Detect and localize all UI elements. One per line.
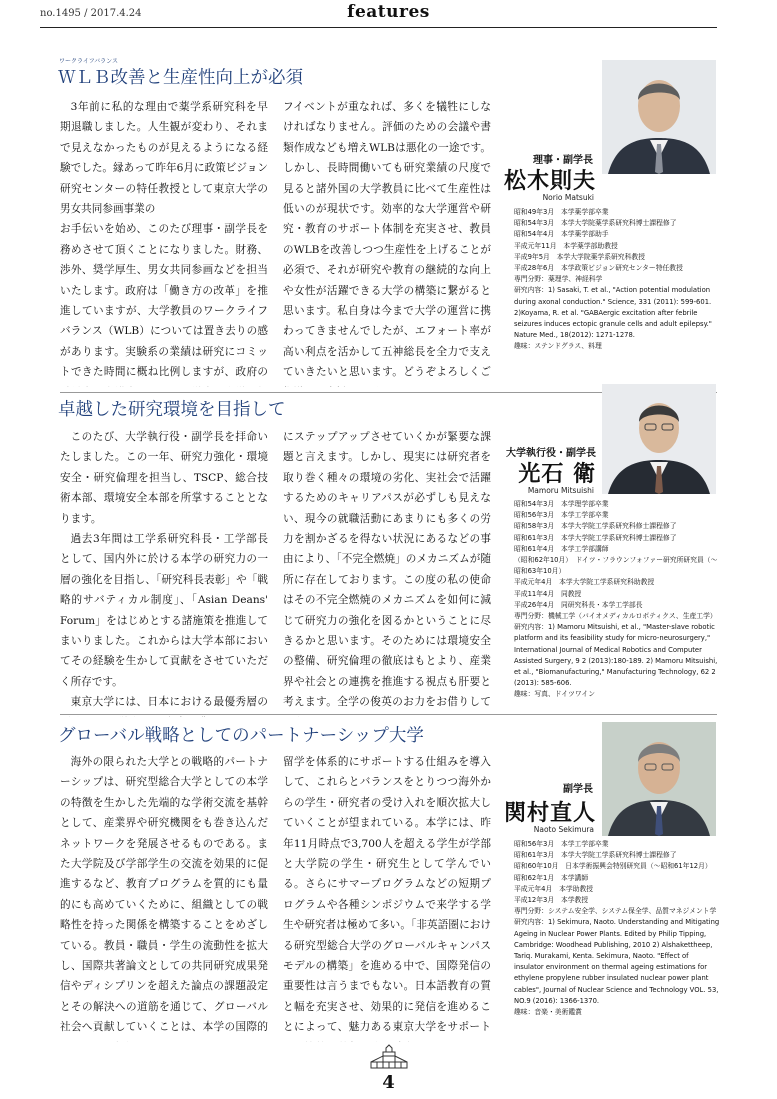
section3-column-1 bbox=[60, 752, 268, 1042]
paragraph: 3年前に私的な理由で薬学系研究科を早期退職しました。人生観が変わり、それまで見えなかったものが見えるようになる経験でした。縁あって昨年6月に政策ビジョン研究センターの特任教授として東京大学の男女共同参画事業の bbox=[60, 101, 268, 216]
bio-line: 平成元年4月 本学大学院工学系研究科助教授 bbox=[514, 578, 655, 587]
bio-line: 趣味：写真、ドイツワイン bbox=[514, 690, 596, 699]
bio-line: 専門分野：機械工学（バイオメディカルロボティクス、生産工学） bbox=[514, 612, 717, 621]
bio-line: 平成26年4月 同研究科長・本学工学部長 bbox=[514, 600, 643, 609]
title-ruby: ワークライフバランス bbox=[59, 58, 118, 65]
paragraph: 留学を体系的にサポートする仕組みを導入して、これらとバランスをとりつつ海外からの学生・研究者の受け入れを順次拡大していくことが望まれている。本学には、昨年11月時点で3,700人を超える学生が学部と大学院の学生・研究生として学んでいる。さらにサマープログラムなどの短期プログラムや各種シンポジウムで来学する学生や研究者は極めて多い。「非英語圏における研究型総合大学のグローバルキャンパスモデルの構築」を進める中で、国際発信の重要性は言うまでもない。日本語教育の質と幅を充実させ、効果的に発信を進めることによって、魅力ある東京大学をサポート bbox=[283, 756, 491, 1034]
bio-line: 平成元年4月 本学助教授 bbox=[514, 884, 594, 893]
paragraph: フイベントが重なれば、多くを犠牲にしなければなりません。評価のための会議や書類作成なども増えWLBは悪化の一途です。しかし、長時間働いても研究業績の尺度で見ると諸外国の大学教員に比べて生産性は低いのが現状です。効率的な大学運営や研究・教育のサポート体制を充実させ、教員のWLBを改善しつつ生産性を上げることが必須で、それが研究や教育の継続的な向上や女性が活躍できる大学の構築に繋がると思います。私自身は今まで大学の運営に携わってきませんでしたが、エフォート率が高い利点を活かして五神総長を全力で支えていきたいと思います。どうぞよろしくご bbox=[283, 101, 491, 379]
paragraph: このたび、大学執行役・副学長を拝命いたしました。この一年、研究力強化・環境安全・研究倫理を担当し、TSCP、総合技術本部、環境安全本部を所掌することとなります。 bbox=[60, 431, 268, 525]
person-bio bbox=[514, 839, 720, 1018]
portrait-photo-sekimura bbox=[602, 722, 716, 836]
bio-line: 昭和54年3月 本学理学部卒業 bbox=[514, 500, 609, 508]
bio-line: 昭和60年10月 日本学術振興会特別研究員（～昭和61年12月） bbox=[514, 862, 712, 871]
bio-line: 昭和54年4月 本学薬学部助手 bbox=[514, 230, 609, 239]
person-name: 関村直人 bbox=[503, 800, 596, 826]
bio-line: 平成9年5月 本学大学院薬学系研究科教授 bbox=[514, 252, 645, 261]
section1-column-2 bbox=[283, 97, 491, 387]
bio-line: 昭和61年3月 本学大学院工学系研究科博士課程修了 bbox=[514, 851, 677, 860]
person-role: 副学長 bbox=[563, 784, 593, 795]
portrait-photo-mitsuishi bbox=[602, 384, 716, 494]
person-bio bbox=[514, 207, 720, 353]
section-title-wlb: ＷＬＢ改善と生産性向上が必須 bbox=[58, 68, 303, 88]
section-title-research: 卓越した研究環境を目指して bbox=[58, 400, 286, 420]
person-romaji: Mamoru Mitsuishi bbox=[527, 486, 594, 495]
bio-line: 昭和49年3月 本学薬学部卒業 bbox=[514, 208, 609, 216]
bio-line: 昭和62年1月 本学講師 bbox=[514, 873, 589, 882]
bio-line: 趣味：音楽・美術鑑賞 bbox=[514, 1008, 582, 1017]
bio-line: 昭和61年4月 本学工学部講師 bbox=[514, 544, 609, 553]
bio-line: 研究内容：1) Sekimura, Naoto. Understanding and Mitigating Ageing in Nuclear Power Plants. Edited by Philip Tipping, Cambridge: Woodhead Publishing, 2010 2) Alshakettheep, Tariq. Murakami, Kenta. Sekimura, Naoto. "Effect of insulator environment on thermal ageing estimations for ethylene propylene rubber insulated nuclear power plant cables", Journal of Nuclear Science and Technology VOL. 53, NO.9 (2016): 1366-1370. bbox=[514, 918, 720, 1005]
bio-line: 専門分野：薬理学、神経科学 bbox=[514, 275, 603, 284]
paragraph: にステップアップさせていくかが緊要な課題と言えます。しかし、現実には研究者を取り巻く種々の環境の劣化、実社会で活躍するためのキャリアパスが必ずしも見えない、現今の就職活動にあまりにも多くの労力を割かざるを得ない状況にあるなどの事由により、「不完全燃焼」のメカニズムが随所に存在しております。この度の私の使命はその不完全燃焼のメカニズムを如何に減じて研究力の強化を図るかということに尽きるかと思います。そのためには環境安全の整備、研究倫理の徹底はもとより、産業界や社会との連携を推進する視点も肝要と考えます。全学の俊英のお力をお借りして bbox=[283, 431, 491, 709]
section2-column-1 bbox=[60, 427, 268, 717]
portrait-photo-matsuki bbox=[602, 60, 716, 174]
bio-line: 昭和58年3月 本学大学院工学系研究科修士課程修了 bbox=[514, 522, 677, 531]
paragraph: 過去3年間は工学系研究科長・工学部長として、国内外に於ける本学の研究力の一層の強化を目指し、「研究科長表彰」や「戦略的サバティカル制度」、「Asian Deans' Forum」をはじめとする諸施策を推進してまいりました。これからは大学本部においてその経験を生かして貢献をさせていただく所存です。 bbox=[60, 533, 268, 688]
header-rule bbox=[40, 27, 717, 28]
header-title: features bbox=[347, 2, 430, 22]
bio-line: 平成11年4月 同教授 bbox=[514, 589, 582, 598]
person-bio bbox=[514, 499, 720, 701]
section-divider bbox=[60, 714, 717, 715]
person-role: 大学執行役・副学長 bbox=[506, 448, 596, 459]
person-romaji: Naoto Sekimura bbox=[533, 825, 594, 834]
bio-line: 研究内容：1) Mamoru Mitsuishi, et al., "Master-slave robotic platform and its feasibility study for micro-neurosurgery," International Journal of Medical Robotics and Computer Assisted Surgery, 9 2 (2013):180-189. 2) Mamoru Mitsuishi, et al., "Biomanufacturing," Manufacturing Technology, 62 2 (2013): 585-606. bbox=[514, 623, 718, 688]
bio-line: 昭和61年3月 本学大学院工学系研究科博士課程修了 bbox=[514, 533, 677, 542]
person-name: 松木則夫 bbox=[503, 168, 596, 194]
paragraph: 海外の限られた大学との戦略的パートナーシップは、研究型総合大学としての本学の特徴を生かした先端的な学術交流を基幹として、産業界や研究機関をも巻き込んだネットワークを発展させるものである。また大学院及び学部学生の交流を効果的に促進するなど、教育プログラムを質的にも量的にも高めていくために、組織としての戦略性を持った関係を構築することをめざしている。教員・職員・学生の流動性を拡大し、国際共著論文としての共同研究成果発信やディシプリンを超えた論点の課題設定とその解決への道筋を通じて、グローバル社会へ貢献していくことは、本学の国際的 bbox=[60, 756, 268, 1034]
bio-line: 昭和56年3月 本学工学部卒業 bbox=[514, 840, 609, 848]
bio-line: 昭和54年3月 本学大学院薬学系研究科博士課程修了 bbox=[514, 219, 677, 228]
bio-line: （昭和62年10月） ドイツ・フラウンフォファー研究所研究員（～昭和63年10月） bbox=[514, 556, 718, 576]
yasuda-auditorium-icon bbox=[369, 1044, 409, 1070]
section2-column-2 bbox=[283, 427, 491, 717]
person-role: 理事・副学長 bbox=[533, 155, 593, 166]
paragraph: 東京大学には、日本における最優秀層の bbox=[70, 696, 268, 709]
issue-number: no.1495 / 2017.4.24 bbox=[40, 8, 142, 19]
bio-line: 趣味：ステンドグラス、料理 bbox=[514, 342, 602, 351]
bio-line: 研究内容：1) Sasaki, T. et al., "Action potential modulation during axonal conduction." Science, 331 (2011): 599-601. 2)Koyama, R. et al. "GABAergic excitation after febrile seizures induces ectopic granule cells and adult epilepsy." Nature Med., 18(2012): 1271-1278. bbox=[514, 286, 712, 340]
page-number: 4 bbox=[382, 1072, 395, 1093]
bio-line: 昭和56年3月 本学工学部卒業 bbox=[514, 511, 609, 520]
person-romaji: Norio Matsuki bbox=[542, 193, 594, 202]
section-title-partnership: グローバル戦略としてのパートナーシップ大学 bbox=[58, 726, 424, 746]
section1-column-1 bbox=[60, 97, 268, 387]
bio-line: 専門分野：システム安全学、システム保全学、品質マネジメント学 bbox=[514, 907, 717, 916]
bio-line: 平成28年6月 本学政策ビジョン研究センター特任教授 bbox=[514, 264, 683, 273]
bio-line: 平成12年3月 本学教授 bbox=[514, 896, 589, 905]
section3-column-2 bbox=[283, 752, 491, 1042]
paragraph: お手伝いを始め、このたび理事・副学長を務めさせて頂くことになりました。財務、渉外、奨学厚生、男女共同参画などを担当いたします。政府は「働き方の改革」を推進していますが、大学教員のワークライフバランス（WLB）については置き去りの感があります。実験系の業績は研究にコミットできた時間に概ね比例しますが、政府の bbox=[60, 223, 268, 379]
person-name: 光石 衛 bbox=[518, 461, 596, 487]
bio-line: 平成元年11月 本学薬学部助教授 bbox=[514, 241, 618, 250]
